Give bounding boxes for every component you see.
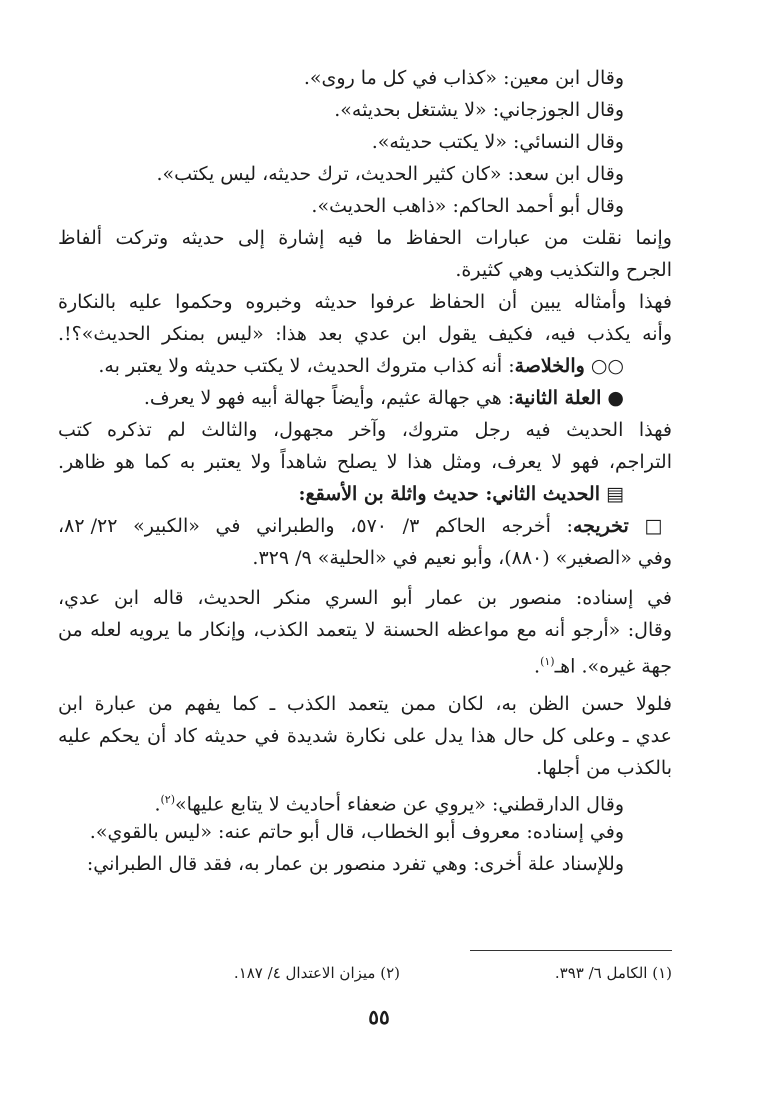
text-line: وقال أبو أحمد الحاكم: «ذاهب الحديث». xyxy=(311,195,624,217)
second-defect-heading: العلة الثانية xyxy=(514,387,602,409)
text-line: وقال: «أرجو أنه مع مواعظه الحسنة لا يتعمد الكذب، وإنكار ما يرويه لعله من xyxy=(58,619,672,641)
bullet-icon: ● xyxy=(607,387,624,409)
footnote-1: (١) الكامل ٦/ ٣٩٣. xyxy=(554,964,672,982)
takhrij-line xyxy=(58,510,672,542)
footnoted-line: وقال الدارقطني: «يروي عن ضعفاء أحاديث لا يتابع عليها»$^{(٢)}$. xyxy=(154,793,624,816)
footnoted-line: جهة غيره». اهـ$^{(١)}$. xyxy=(534,655,672,678)
second-defect-text: : هي جهالة عثيم، وأيضاً جهالة أبيه فهو لا يعرف. xyxy=(143,387,515,409)
summary-line xyxy=(58,350,624,382)
footnote-ref: (١) xyxy=(540,655,555,668)
line-text: وقال الدارقطني: «يروي عن ضعفاء أحاديث لا يتابع عليها» xyxy=(175,793,624,816)
line-text: جهة غيره». اهـ xyxy=(554,655,672,678)
text-line: وللإسناد علة أخرى: وهي تفرد منصور بن عمار به، فقد قال الطبراني: xyxy=(86,853,624,875)
takhrij-heading: تخريجه xyxy=(572,515,629,537)
text-line: التراجم، فهو لا يعرف، ومثل هذا لا يصلح شاهداً ولا يعتبر به كما هو ظاهر. xyxy=(58,451,672,473)
text-line: فهذا الحديث فيه رجل متروك، وآخر مجهول، والثالث لم تذكره كتب xyxy=(58,419,672,441)
page-number: ٥٥ xyxy=(368,1005,390,1029)
text-line: فلولا حسن الظن به، لكان ممن يتعمد الكذب ـ كما يفهم من عبارة ابن xyxy=(58,693,672,715)
footnote-2: (٢) ميزان الاعتدال ٤/ ١٨٧. xyxy=(233,964,400,982)
text-line: وأنه يكذب فيه، فكيف يقول ابن عدي بعد هذا: «ليس بمنكر الحديث»؟!. xyxy=(58,323,672,345)
takhrij-text: : أخرجه الحاكم ٣/ ٥٧٠، والطبراني في «الكبير» ٢٢/ ٨٢، xyxy=(58,515,573,537)
text-line: وفي إسناده: معروف أبو الخطاب، قال أبو حاتم عنه: «ليس بالقوي». xyxy=(89,821,624,843)
text-line: الجرح والتكذيب وهي كثيرة. xyxy=(455,259,672,281)
text-line: بالكذب من أجلها. xyxy=(536,757,672,779)
text-line: وفي «الصغير» (٨٨٠)، وأبو نعيم في «الحلية» ٩/ ٣٢٩. xyxy=(252,547,672,569)
text-line: وقال ابن سعد: «كان كثير الحديث، ترك حديثه، ليس يكتب». xyxy=(156,163,624,185)
footnote-divider xyxy=(470,950,672,951)
circle-marker-icon: ○○ xyxy=(590,355,624,377)
text-line: عدي ـ وعلى كل حال هذا يدل على نكارة شديدة في حديثه كاد أن يحكم عليه xyxy=(58,725,672,747)
text-line: وقال النسائي: «لا يكتب حديثه». xyxy=(371,131,624,153)
square-marker-icon: □ xyxy=(644,515,672,537)
section-heading-text: الحديث الثاني: حديث واثلة بن الأسقع: xyxy=(298,483,600,505)
text-line: وقال ابن معين: «كذاب في كل ما روى». xyxy=(303,67,624,89)
summary-text: : أنه كذاب متروك الحديث، لا يكتب حديثه ولا يعتبر به. xyxy=(98,355,515,377)
footnote-ref: (٢) xyxy=(160,793,176,806)
second-defect-line xyxy=(58,382,624,414)
text-line: فهذا وأمثاله يبين أن الحفاظ عرفوا حديثه وخبروه وحكموا عليه بالنكارة xyxy=(58,291,672,313)
summary-heading: والخلاصة xyxy=(514,355,585,377)
text-line: وقال الجوزجاني: «لا يشتغل بحديثه». xyxy=(334,99,624,121)
book-icon: ▤ xyxy=(606,483,624,505)
text-line: في إسناده: منصور بن عمار أبو السري منكر الحديث، قاله ابن عدي، xyxy=(58,587,672,609)
section-heading xyxy=(58,478,624,510)
text-line: وإنما نقلت من عبارات الحفاظ ما فيه إشارة إلى حديثه وتركت ألفاظ xyxy=(58,227,672,249)
